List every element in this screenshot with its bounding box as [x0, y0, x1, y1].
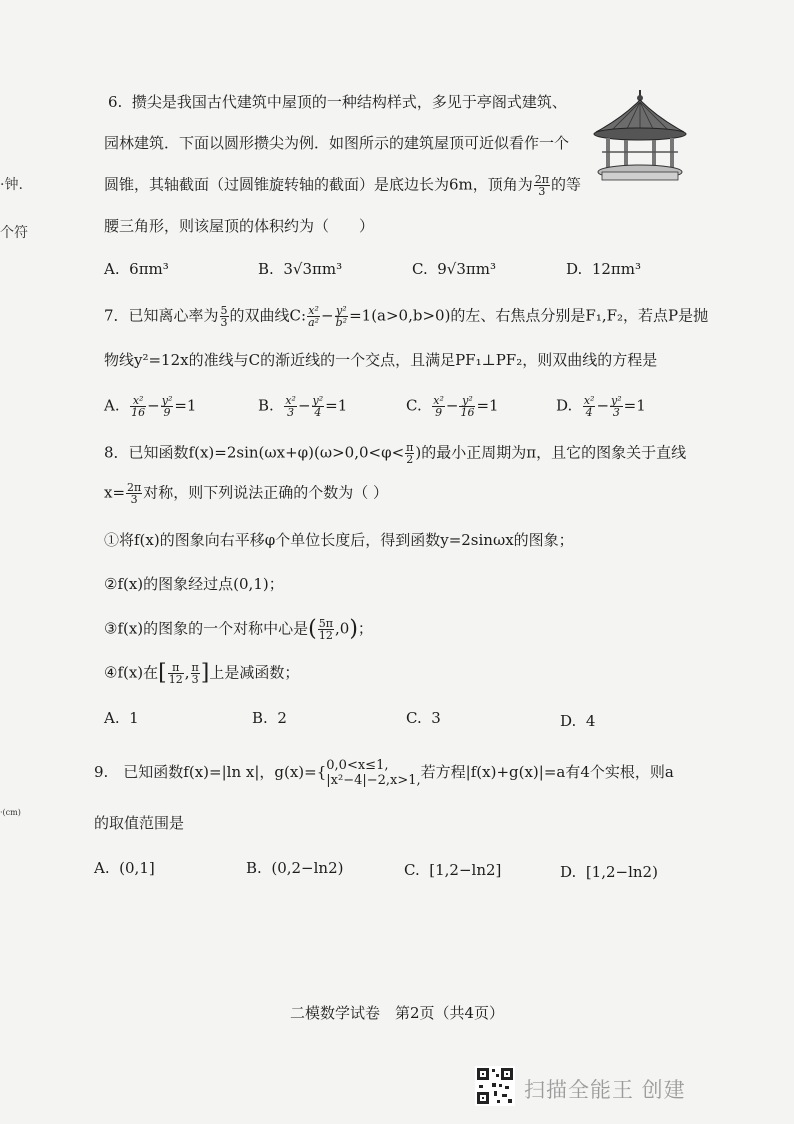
q9-option-c: C. [1,2−ln2] — [404, 861, 502, 879]
q7-line1: 7．已知离心率为 $\frac{5}{3}$ 的双曲线C: $\frac{\text{x²}}{\text{a²}}$ − $\frac{\text{y²}}{\text{b²}}$ =1(a>0,b>0)的左、右焦点分别是F₁,F₂，若点P是抛 — [104, 304, 709, 329]
scanner-watermark: 扫描全能王 创建 — [524, 1078, 686, 1102]
q7-option-d: D. $\frac{\text{x²}}{4}$ − $\frac{\text{y²}}{3}$ =1 — [556, 394, 646, 419]
q6-option-b: B. 3√3πm³ — [258, 260, 343, 278]
q8-option-c: C. 3 — [406, 709, 441, 727]
q9-option-d: D. [1,2−ln2) — [560, 863, 658, 881]
q8-statement-2: ②f(x)的图象经过点(0,1)； — [104, 575, 284, 593]
q8-statement-4: ④f(x)在[ $\frac{\pi}{12}$ , $\frac{\pi}{3}$ ]上是减函数； — [104, 660, 300, 686]
pavilion-illustration — [592, 88, 688, 188]
q8-line1: 8．已知函数f(x)=2sin(ωx+φ)(ω>0,0<φ< $\frac{\pi}{2}$ )的最小正周期为π，且它的图象关于直线 — [104, 441, 687, 466]
q6-option-d: D. 12πm³ — [566, 260, 641, 278]
q7-line2: 物线y²=12x的准线与C的渐近线的一个交点，且满足PF₁⊥PF₂，则双曲线的方程是 — [104, 351, 658, 369]
margin-fragment: ·(cm) — [0, 808, 21, 817]
q9-line2: 的取值范围是 — [94, 814, 185, 832]
q6-line1: 6. 攒尖是我国古代建筑中屋顶的一种结构样式，多见于亭阁式建筑、 — [108, 93, 567, 111]
margin-fragment: ·钟. — [0, 177, 23, 193]
q6-option-c: C. 9√3πm³ — [412, 260, 497, 278]
q7-option-b: B. $\frac{\text{x²}}{3}$ − $\frac{\text{y²}}{4}$ =1 — [258, 394, 348, 419]
q6-line3: 圆锥，其轴截面（过圆锥旋转轴的截面）是底边长为6m，顶角为 $\frac{2\pi}{3}$ 的等 — [104, 173, 582, 198]
q7-option-c: C. $\frac{\text{x²}}{9}$ − $\frac{\text{y²}}{16}$ =1 — [406, 394, 499, 419]
q6-line2: 园林建筑．下面以圆形攒尖为例．如图所示的建筑屋顶可近似看作一个 — [104, 134, 570, 152]
q8-option-b: B. 2 — [252, 709, 287, 727]
q8-option-d: D. 4 — [560, 712, 596, 730]
qr-code-icon — [475, 1066, 515, 1106]
q9-option-a: A. (0,1] — [94, 859, 155, 877]
q6-option-a: A. 6πm³ — [104, 260, 169, 278]
q8-statement-1: ①将f(x)的图象向右平移φ个单位长度后，得到函数y=2sinωx的图象； — [104, 531, 574, 549]
q8-line2: x= $\frac{2\pi}{3}$ 对称，则下列说法正确的个数为（ ） — [104, 481, 389, 506]
page-footer: 二模数学试卷 第2页（共4页） — [289, 1004, 505, 1022]
q9-option-b: B. (0,2−ln2) — [246, 859, 344, 877]
margin-fragment: 个符 — [0, 225, 28, 241]
q8-statement-3: ③f(x)的图象的一个对称中心是( $\frac{5\pi}{12}$ ,0)； — [104, 616, 373, 642]
q8-option-a: A. 1 — [104, 709, 139, 727]
q6-line4: 腰三角形，则该屋顶的体积约为（ ） — [104, 217, 375, 235]
q9-line1: 9. 已知函数f(x)=|ln x|，g(x)={ 0,0<x≤1, |x²−4|−2,x>1, 若方程|f(x)+g(x)|=a有4个实根，则a — [94, 758, 674, 788]
q7-option-a: A. $\frac{\text{x²}}{16}$ − $\frac{\text{y²}}{9}$ =1 — [104, 394, 197, 419]
